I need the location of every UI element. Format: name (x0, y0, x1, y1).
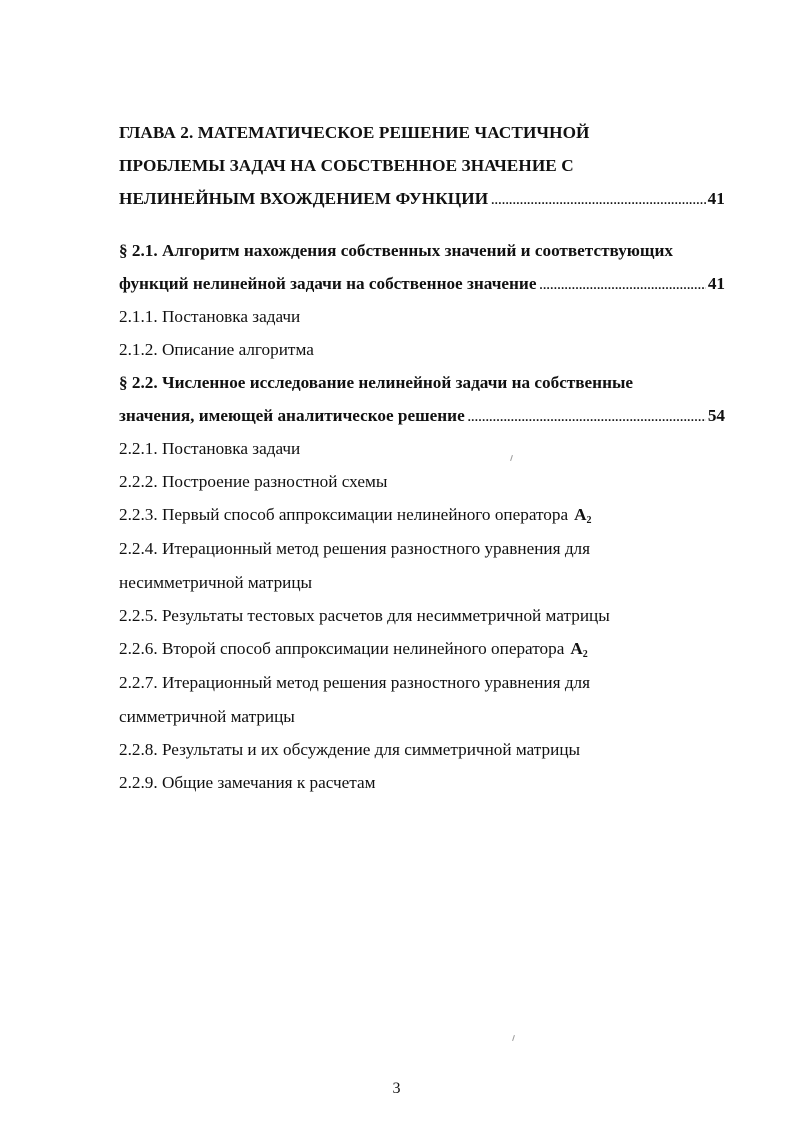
dot-leader (539, 269, 705, 302)
subsection-2-2-8[interactable]: 2.2.8. Результаты и их обсуждение для симметричной матрицы (119, 740, 581, 759)
section-2-2-line-2-text: значения, имеющей аналитическое решение (119, 406, 465, 425)
subsection-2-2-9[interactable]: 2.2.9. Общие замечания к расчетам (119, 773, 376, 792)
section-2-2-line-2 (119, 399, 725, 432)
section-2-2-heading[interactable] (119, 366, 725, 432)
page-number: 3 (392, 1080, 401, 1097)
section-2-1-line-1: § 2.1. Алгоритм нахождения собственных значений и соответствующих (119, 241, 673, 260)
dot-leader (468, 401, 706, 434)
subsection-2-2-4[interactable]: 2.2.4. Итерационный метод решения разностного уравнения для (119, 539, 591, 558)
subsection-2-2-6[interactable] (119, 632, 725, 666)
chapter-title-line-1: ГЛАВА 2. МАТЕМАТИЧЕСКОЕ РЕШЕНИЕ ЧАСТИЧНОЙ (119, 123, 590, 142)
section-2-2-line-1: § 2.2. Численное исследование нелинейной задачи на собственные (119, 373, 634, 392)
subsection-2-1-1[interactable]: 2.1.1. Постановка задачи (119, 307, 301, 326)
operator-index: 2 (582, 649, 588, 660)
subsection-2-2-2[interactable]: 2.2.2. Построение разностной схемы (119, 472, 388, 491)
chapter-title-line-3 (119, 182, 725, 215)
subsection-2-2-3-text: 2.2.3. Первый способ аппроксимации нелинейного оператора (119, 505, 569, 524)
chapter-page-number: 41 (707, 189, 725, 208)
subsection-2-2-4-continued: несимметричной матрицы (119, 573, 313, 592)
scan-speck (512, 1035, 515, 1041)
subsection-2-2-7[interactable]: 2.2.7. Итерационный метод решения разностного уравнения для (119, 673, 591, 692)
chapter-title-line-3-text: НЕЛИНЕЙНЫМ ВХОЖДЕНИЕМ ФУНКЦИИ (119, 189, 489, 208)
section-2-1-line-2 (119, 267, 725, 300)
section-2-1-line-2-text: функций нелинейной задачи на собственное значение (119, 274, 537, 293)
operator-symbol (574, 505, 591, 524)
section-2-2-page-number: 54 (707, 406, 725, 425)
operator-letter: A (570, 639, 583, 658)
subsection-2-2-5[interactable]: 2.2.5. Результаты тестовых расчетов для несимметричной матрицы (119, 606, 610, 625)
chapter-title-line-2: ПРОБЛЕМЫ ЗАДАЧ НА СОБСТВЕННОЕ ЗНАЧЕНИЕ С (119, 156, 574, 175)
subsection-2-2-7-continued: симметричной матрицы (119, 707, 295, 726)
subsection-2-2-3[interactable] (119, 498, 725, 532)
operator-index: 2 (586, 515, 592, 526)
section-2-1-heading[interactable] (119, 234, 725, 300)
subsection-2-1-2[interactable]: 2.1.2. Описание алгоритма (119, 340, 314, 359)
table-of-contents (119, 116, 725, 799)
operator-letter: A (574, 505, 587, 524)
section-2-1-page-number: 41 (707, 274, 725, 293)
dot-leader (491, 184, 705, 217)
chapter-2-heading[interactable] (119, 116, 725, 215)
subsection-2-2-6-text: 2.2.6. Второй способ аппроксимации нелинейного оператора (119, 639, 565, 658)
operator-symbol (570, 639, 587, 658)
subsection-2-2-1[interactable]: 2.2.1. Постановка задачи (119, 439, 301, 458)
